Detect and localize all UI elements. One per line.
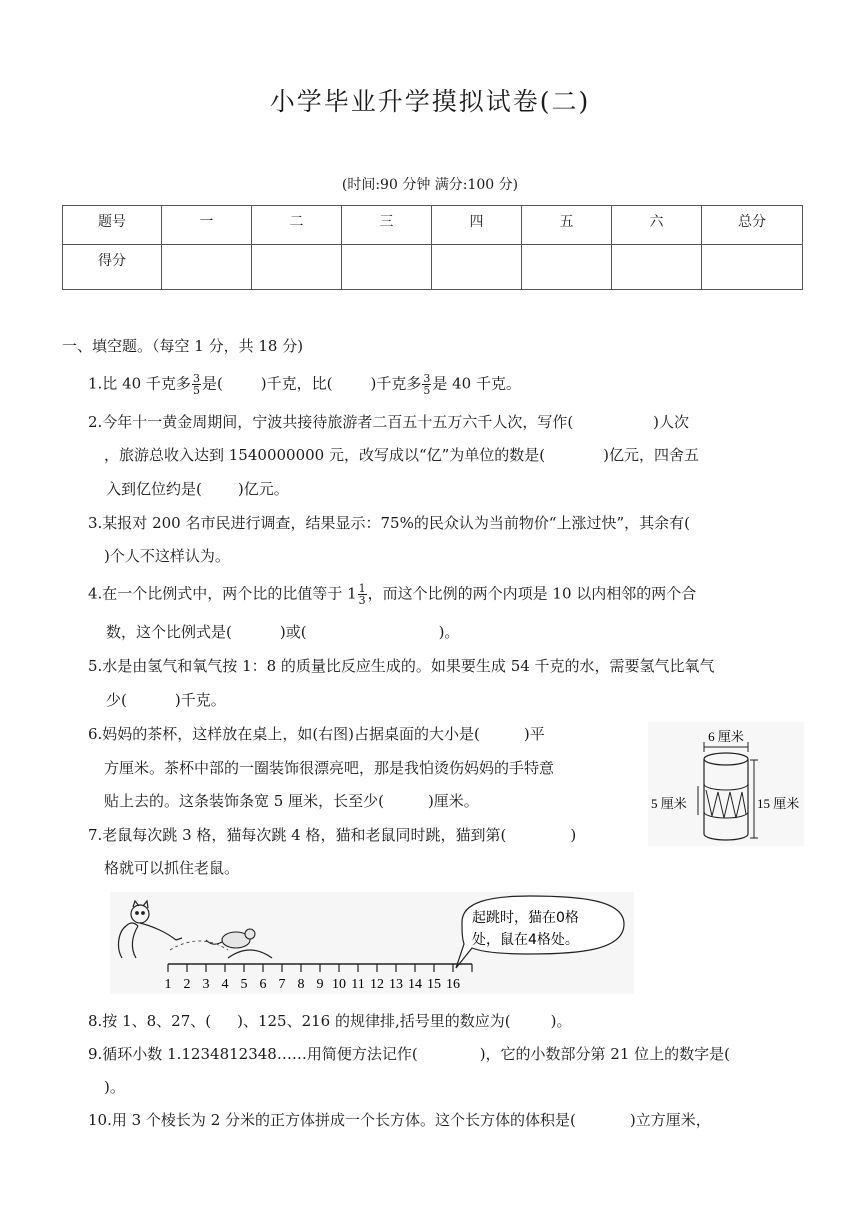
score-table-header-row — [63, 206, 803, 245]
question-4-line2 — [106, 622, 459, 642]
q9-text: )，它的小数部分第 21 位上的数字是( — [479, 1045, 731, 1063]
number-line-label: 10 — [332, 977, 346, 992]
score-cell[interactable] — [252, 245, 342, 290]
score-table-header-cell: 四 — [432, 206, 522, 245]
number-line-label: 4 — [221, 977, 229, 992]
fraction-numerator: 1 — [358, 582, 366, 595]
score-table-header-cell: 三 — [342, 206, 432, 245]
q4-text: )或( — [279, 623, 307, 641]
question-1 — [88, 373, 521, 396]
q2-text: )人次 — [653, 413, 690, 431]
bubble-text-line2: 处，鼠在4格处。 — [472, 932, 579, 948]
q2-text: ，旅游总收入达到 1540000000 元，改写成以“亿”为单位的数是( — [104, 446, 546, 464]
number-line-label: 1 — [164, 977, 172, 992]
q8-text: )、125、216 的规律排,括号里的数应为( — [237, 1012, 511, 1030]
q1-text: )千克多 — [370, 374, 422, 393]
exam-title: 小学毕业升学摸拟试卷(二) — [269, 87, 591, 116]
q6-text: 6.妈妈的茶杯，这样放在桌上，如(右图)占据桌面的大小是( — [88, 725, 480, 743]
number-line-label: 2 — [183, 977, 191, 992]
fraction-denominator: 5 — [423, 384, 431, 397]
number-line-label: 5 — [240, 977, 248, 992]
question-8 — [88, 1011, 571, 1031]
q2-text: 入到亿位约是( — [106, 480, 202, 498]
q8-text: )。 — [550, 1012, 572, 1030]
score-table-header-cell: 六 — [612, 206, 702, 245]
number-line-label: 16 — [446, 977, 460, 992]
teacup-figure — [648, 722, 804, 846]
q9-text: 9.循环小数 1.1234812348……用简便方法记作( — [88, 1045, 418, 1063]
number-line-label: 3 — [202, 977, 210, 992]
exam-subtitle: (时间:90 分钟 满分:100 分) — [341, 177, 519, 193]
score-cell[interactable] — [612, 245, 702, 290]
score-row-label: 得分 — [63, 245, 162, 290]
q2-text: )亿元。 — [237, 480, 289, 498]
question-4-line1 — [88, 583, 696, 606]
score-cell[interactable] — [162, 245, 252, 290]
question-6-line3 — [104, 791, 479, 811]
q6-text: )厘米。 — [427, 792, 479, 810]
fraction-numerator: 3 — [192, 372, 200, 385]
figure-label-right: 15 厘米 — [757, 796, 800, 811]
q1-text: 是( — [201, 374, 223, 393]
number-line-label: 6 — [259, 977, 267, 992]
figure-label-left: 5 厘米 — [651, 796, 687, 811]
question-7-line2: 格就可以抓住老鼠。 — [104, 859, 240, 877]
fraction-denominator: 3 — [358, 594, 366, 607]
question-3-line1: 3.某报对 200 名市民进行调查，结果显示：75%的民众认为当前物价“上涨过快”，其余有( — [88, 514, 691, 532]
question-9-line1 — [88, 1044, 730, 1064]
number-line-label: 15 — [427, 977, 441, 992]
q5-text: )千克。 — [174, 691, 226, 709]
fraction — [358, 583, 367, 606]
q4-text: 4.在一个比例式中，两个比的比值等于 1 — [88, 584, 357, 603]
number-line-label: 9 — [316, 977, 324, 992]
question-5-line1: 5.水是由氢气和氧气按 1：8 的质量比反应生成的。如果要生成 54 千克的水，需要氢气比氧气 — [88, 657, 715, 675]
q6-text: 贴上去的。这条装饰条宽 5 厘米，长至少( — [104, 792, 384, 810]
score-cell[interactable] — [702, 245, 803, 290]
fraction — [192, 373, 201, 396]
score-table-header-cell: 题号 — [63, 206, 162, 245]
fraction — [422, 373, 431, 396]
q1-text: 1.比 40 千克多 — [88, 374, 191, 393]
question-10-line1 — [88, 1110, 711, 1130]
question-7-line1 — [88, 825, 576, 845]
number-line-label: 14 — [408, 977, 422, 992]
bubble-text-line1: 起跳时，猫在0格 — [472, 910, 579, 926]
q8-text: 8.按 1、8、27、( — [88, 1012, 212, 1030]
q2-text: )亿元，四舍五 — [603, 446, 700, 464]
q4-text: 数，这个比例式是( — [106, 623, 232, 641]
score-table — [62, 205, 803, 290]
score-cell[interactable] — [342, 245, 432, 290]
q4-text: )。 — [438, 623, 460, 641]
score-table-header-cell: 五 — [522, 206, 612, 245]
number-line-label: 11 — [351, 977, 365, 992]
question-2-line3 — [106, 479, 289, 499]
section1-heading: 一、填空题。（每空 1 分，共 18 分) — [62, 337, 304, 355]
question-2-line2 — [104, 445, 699, 465]
question-6-line1 — [88, 724, 545, 744]
q1-text: 是 40 千克。 — [432, 374, 521, 393]
number-line-label: 12 — [370, 977, 384, 992]
q6-text: )平 — [523, 725, 545, 743]
question-6-line2: 方厘米。茶杯中部的一圈装饰很漂亮吧，那是我怕烫伤妈妈的手特意 — [104, 759, 555, 777]
number-line-label: 8 — [297, 977, 305, 992]
question-5-line2 — [106, 690, 226, 710]
q10-text: )立方厘米， — [629, 1111, 711, 1129]
score-table-score-row — [63, 245, 803, 290]
score-cell[interactable] — [432, 245, 522, 290]
question-9-line2: )。 — [104, 1078, 125, 1096]
q7-text: 7.老鼠每次跳 3 格，猫每次跳 4 格，猫和老鼠同时跳，猫到第( — [88, 826, 507, 844]
q10-text: 10.用 3 个棱长为 2 分米的正方体拼成一个长方体。这个长方体的体积是( — [88, 1111, 576, 1129]
number-line-label: 13 — [389, 977, 403, 992]
score-table-header-cell: 二 — [252, 206, 342, 245]
q5-text: 少( — [106, 691, 127, 709]
question-3-line2: )个人不这样认为。 — [104, 547, 230, 565]
score-table-header-cell: 总分 — [702, 206, 803, 245]
q4-text: ，而这个比例的两个内项是 10 以内相邻的两个合 — [367, 584, 697, 603]
q2-text: 2.今年十一黄金周期间，宁波共接待旅游者二百五十五万六千人次，写作( — [88, 413, 574, 431]
fraction-numerator: 3 — [423, 372, 431, 385]
fraction-denominator: 5 — [192, 384, 200, 397]
score-cell[interactable] — [522, 245, 612, 290]
q7-text: ) — [570, 826, 577, 844]
figure-label-top: 6 厘米 — [708, 729, 744, 744]
q1-text: )千克，比( — [260, 374, 333, 393]
score-table-header-cell: 一 — [162, 206, 252, 245]
number-line-label: 7 — [278, 977, 286, 992]
question-2-line1 — [88, 412, 689, 432]
cat-mouse-numberline-figure — [110, 892, 634, 994]
